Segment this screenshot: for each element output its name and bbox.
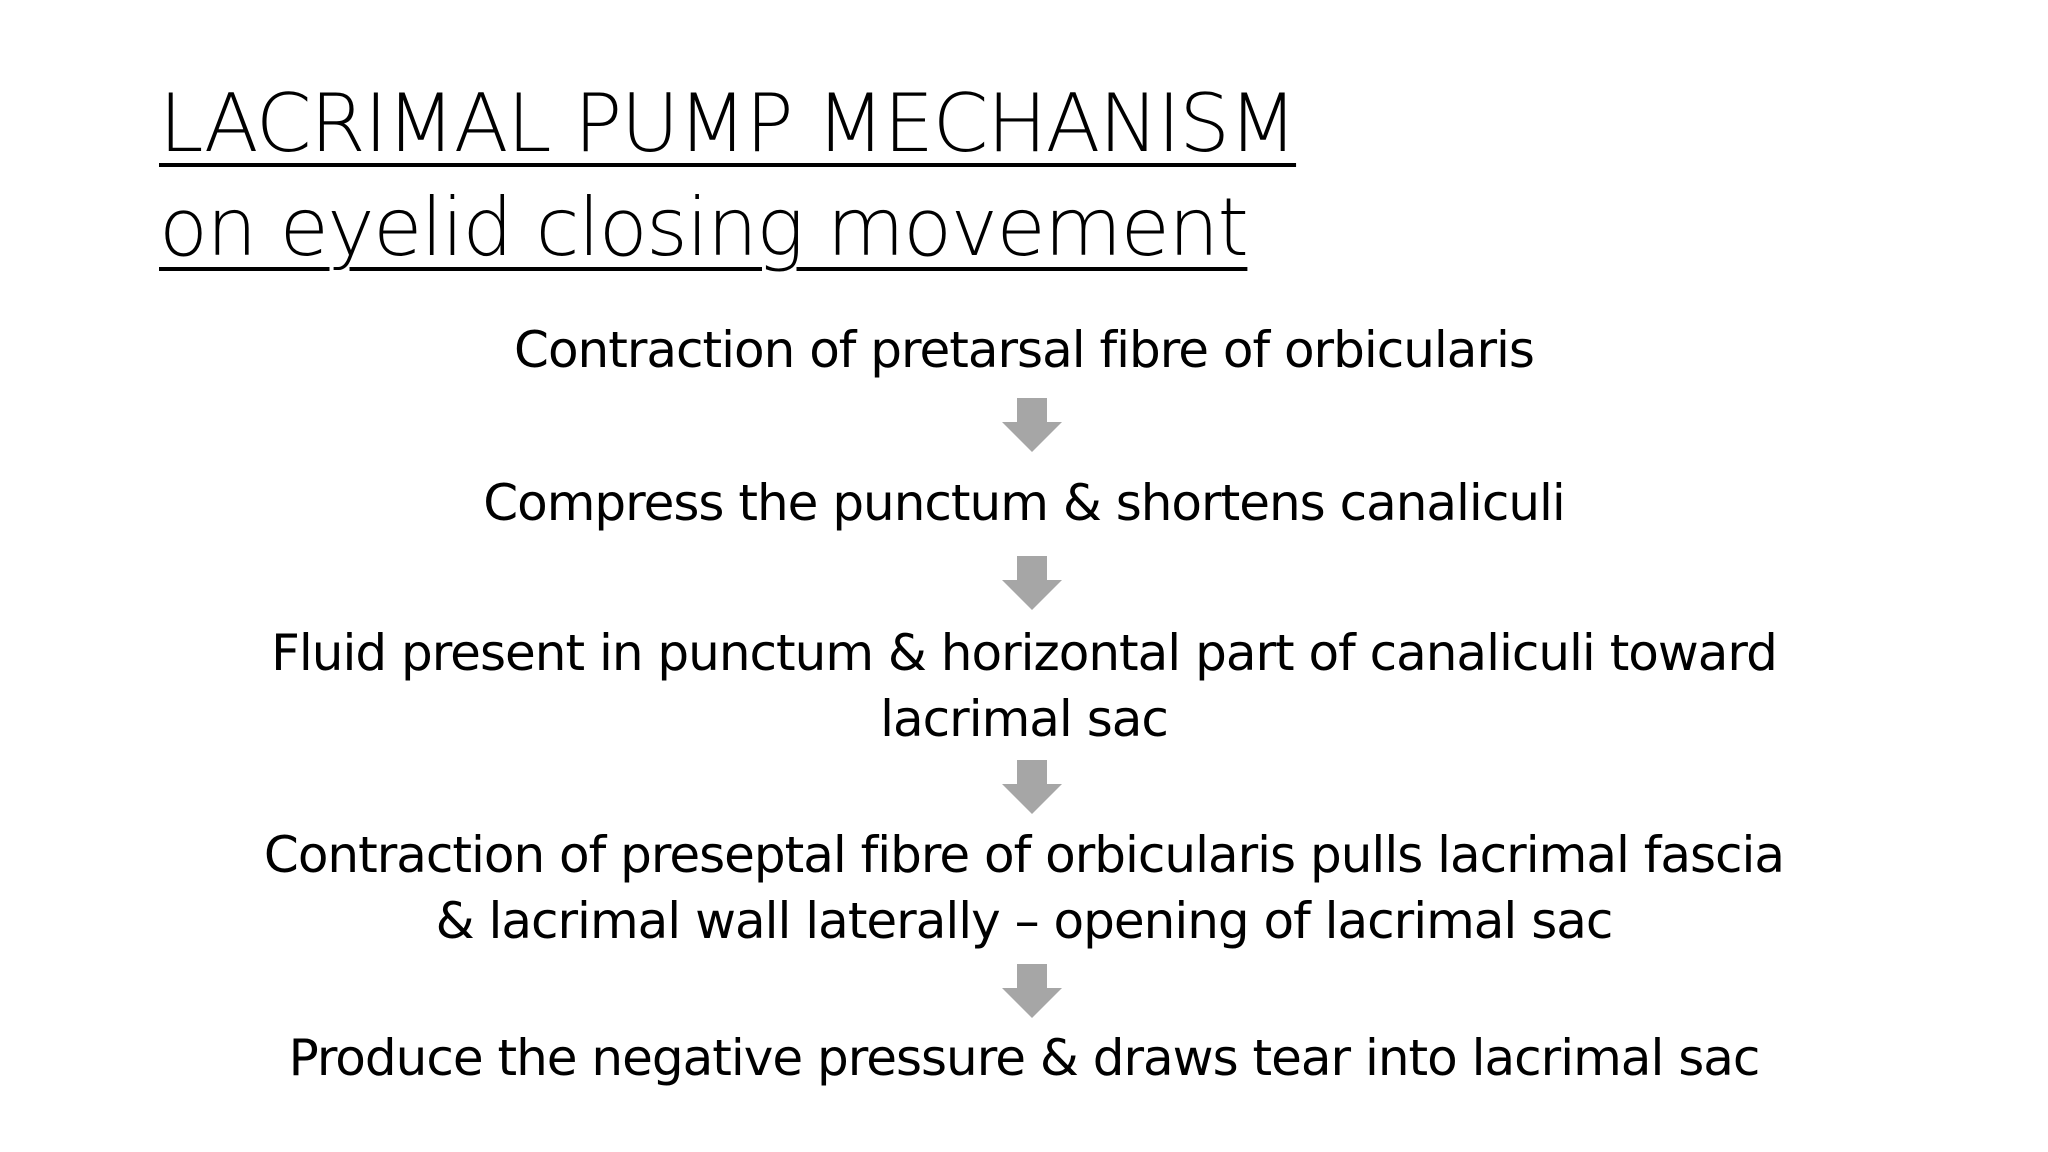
flow-step-3 — [0, 620, 2048, 752]
title-line-2: on eyelid closing movement — [159, 181, 1248, 274]
flow-step-4-line-1: Contraction of preseptal fibre of orbicularis pulls lacrimal fascia — [263, 826, 1785, 884]
flow-step-2-line-1: Compress the punctum & shortens canaliculi — [483, 474, 1565, 532]
title-line-1: LACRIMAL PUMP MECHANISM — [159, 77, 1297, 170]
slide-title — [159, 72, 1296, 280]
flow-step-5 — [0, 1025, 2048, 1091]
down-arrow-icon — [1002, 760, 1062, 814]
flow-step-1 — [0, 317, 2048, 383]
flow-step-2 — [0, 470, 2048, 536]
flow-step-1-line-1: Contraction of pretarsal fibre of orbicularis — [514, 321, 1534, 379]
flow-step-3-line-2: lacrimal sac — [880, 690, 1168, 748]
flow-step-4 — [0, 822, 2048, 954]
down-arrow-icon — [1002, 556, 1062, 610]
flow-step-4-line-2: & lacrimal wall laterally – opening of lacrimal sac — [435, 892, 1613, 950]
down-arrow-icon — [1002, 398, 1062, 452]
down-arrow-icon — [1002, 964, 1062, 1018]
flow-step-3-line-1: Fluid present in punctum & horizontal part of canaliculi toward — [271, 624, 1777, 682]
flow-step-5-line-1: Produce the negative pressure & draws tear into lacrimal sac — [288, 1029, 1760, 1087]
